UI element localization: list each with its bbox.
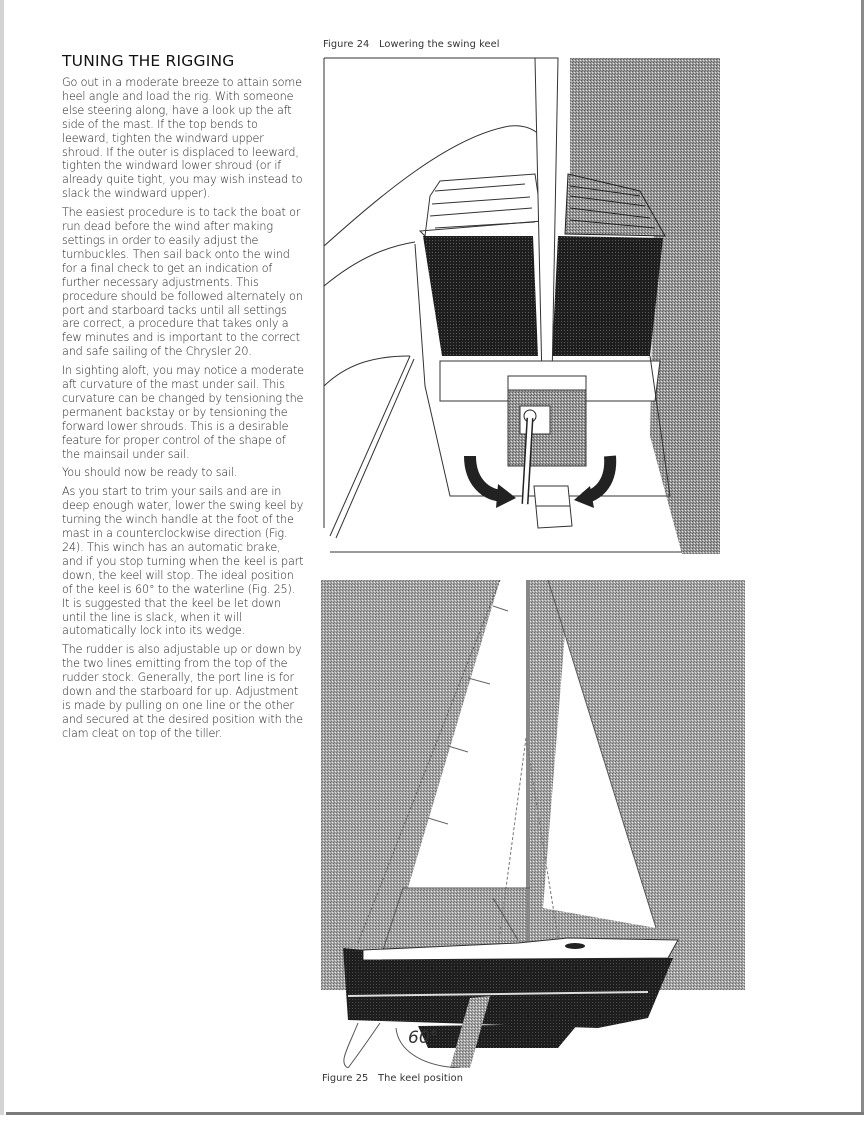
page-edge-right	[861, 0, 864, 1115]
figure-25-illustration	[318, 578, 748, 1068]
paragraph-6: The rudder is also adjustable up or down by the two lines emitting from the top of the rudder stock. Generally, the port line is for down and the starboard for up. Adjustment is made by pulling on one line or the other and secured at the desired position with the clam cleat on top of the tiller.	[62, 643, 303, 740]
paragraph-5: As you start to trim your sails and are in deep enough water, lower the swing keel by turning the winch handle at the foot of the mast in a counterclockwise direction (Fig. 24). This winch has an automatic brake, and if you stop turning when the keel is part down, the keel will stop. The ideal position of the keel is 60° to the waterline (Fig. 25). It is suggested that the keel be let down until the line is slack, when it will automatically lock into its wedge.	[62, 485, 304, 638]
text-column	[62, 76, 304, 746]
page-edge-left	[0, 0, 4, 1115]
paragraph-2: The easiest procedure is to tack the boat or run dead before the wind after making settings in order to easily adjust the turnbuckles. Then sail back onto the wind for a final check to get an indication of further necessary adjustments. This procedure should be followed alternately on port and starboard tacks until all settings are correct, a procedure that takes only a few minutes and is important to the correct and safe sailing of the Chrysler 20.	[62, 206, 303, 359]
figure-24-caption: Figure 24 Lowering the swing keel	[323, 39, 500, 50]
section-heading: TUNING THE RIGGING	[62, 52, 235, 70]
page-edge-bottom	[6, 1112, 864, 1115]
paragraph-4: You should now be ready to sail.	[62, 466, 238, 480]
figure-25-caption: Figure 25 The keel position	[322, 1073, 464, 1084]
paragraph-3: In sighting aloft, you may notice a moderate aft curvature of the mast under sail. This curvature can be changed by tensioning the permanent backstay or by tensioning the forward lower shrouds. This is a desirable feature for proper control of the shape of the mainsail under sail.	[62, 364, 304, 461]
paragraph-1: Go out in a moderate breeze to attain some heel angle and load the rig. With someone else steering along, have a look up the aft side of the mast. If the top bends to leeward, tighten the windward upper shroud. If the outer is displaced to leeward, tighten the windward lower shroud (or if already quite tight, you may wish instead to slack the windward upper).	[62, 76, 303, 201]
angle-label: 60°	[408, 1028, 439, 1048]
figure-24-illustration	[320, 56, 720, 556]
